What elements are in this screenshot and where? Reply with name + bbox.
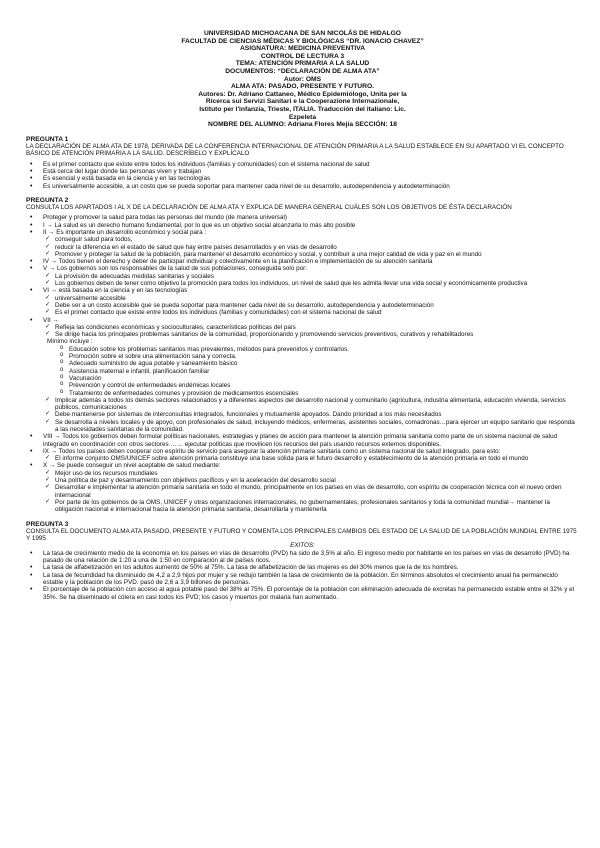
q2-bullet-list-vi [26,287,579,294]
q2-ii-checklist [43,236,579,258]
q3-subtitle: EXITOS: [290,542,315,550]
q1-bullet-list [26,161,579,190]
list-item: • Proteger y promover la salud para todas las personas del mundo (de manera universal) [26,214,579,221]
list-item-text: II → Es importante un desarrollo económico y social para : [43,228,207,236]
header-subject: ASIGNATURA: MEDICINA PREVENTIVA [239,45,366,53]
list-item: • Está cerca del lugar donde las personas viven y trabajan [26,168,579,175]
check-item: ✓ reducir la diferencia en el estado de salud que hay entre países desarrollados y en vías de desarrollo [43,244,579,251]
header-authors-3: Istituto per l'infanzia, Trieste, ITALIA. Traducción del italiano: Lic. [199,105,406,113]
list-item: • X → Se puede conseguir un nivel aceptable de salud mediante: [26,462,579,469]
q3-bullet-list [26,550,579,601]
q2-vii-minimum-label: Mínimo incluye : [47,338,93,346]
q3-prompt: CONSULTA EL DOCUMENTO ALMA ATA PASADO, PRESENTE Y FUTURO Y COMENTA LOS PRINCIPALES CAMBIOS DEL ESTADO DE LA SALUD DE LA POBLACIÓN MUNDIAL ENTRE 1975 Y 1995 [26,527,577,543]
q2-bullet-list [26,214,579,236]
q2-bullet-list-x [26,462,579,469]
q2-bullet-list-vii [26,317,579,324]
check-item: ✓ Los gobiernos deben de tener como objetivo la promoción para todos los individuos, un nivel de salud que les admita llevar una vida social y económicamente productiva [43,280,579,287]
list-item [26,229,579,236]
check-item: ✓ conseguir salud para todos, [43,236,579,243]
q2-vii-checklist [43,324,579,339]
list-item: • La tasa de alfabetización en los adultos aumentó de 50% al 75%. La tasa de alfabetización de las mujeres es del 30% menos que la de los hombres. [26,564,579,571]
document-header [26,30,579,129]
circle-item: o Tratamiento de enfermedades comunes y provision de medicamentos escenciales [60,390,579,397]
list-item: • IX → Todos los países deben cooperar con espíritu de servicio para asegurar la atención primaria sanitaria como un sistema nacional de salud integrado, para esto: [26,448,579,455]
list-item: • La tasa de crecimiento medio de la economía en los países en vías de desarrollo (PVD) ha sido de 3,5% al año. El ingreso medio por habitante en los países en vías de desarrollo (PVD) ha pasado de una relación de 1:20 a una de 1:50 en comparación al de países ricos. [26,550,579,565]
header-documents: DOCUMENTOS: “DECLARACIÓN DE ALMA ATA” [225,67,380,75]
check-item: ✓ Desarrollar e implementar la atención primaria sanitaria en todo el mundo, principalmente en los países en vías de desarrollo, con espíritu de cooperación técnica con el nuevo orden internacional [43,484,579,499]
q2-bullet-list-viii-ix [26,433,579,455]
list-item: • VI → está basada en la ciencia y en las tecnologías [26,287,579,294]
header-student: NOMBRE DEL ALUMNO: Adriana Flores Mejía SECCIÓN: 18 [208,121,397,129]
q2-vii-circle-list [60,346,579,397]
list-item: • I → La salud es un derecho humano fundamental, por lo que es un objetivo social alcanzarla lo más alto posible [26,222,579,229]
q1-title: PREGUNTA 1 [26,135,69,143]
check-item: ✓ Una política de paz y desarmamiento con objetivos pacíficos y en la aceleración del desarrollo social [43,477,579,484]
list-item: • V → Los gobiernos son los responsables de la salud de sus poblaciones, conseguida solo por: [26,265,579,272]
q2-x-checklist [43,470,579,514]
list-item: • La tasa de fecundidad ha disminuido de 4,2 a 2,9 hijos por mujer y se redujo también la tasa de crecimiento de la población. En términos absolutos el crecimiento anual ha permanecido estable y la población de los PVD. pasó de 2,6 a 3,9 billones de personas. [26,572,579,587]
q1-prompt: LA DECLARACIÓN DE ALMA ATA DE 1978, DERIVADA DE LA CONFERENCIA INTERNACIONAL DE ATENCIÓN PRIMARIA A LA SALUD ESTABLECE EN SU APARTADO VI EL CONCEPTO BÁSICO DE ATENCIÓN PRIMARIA A LA SALUD. DESCRÍBELO Y EXPLÍCALO [26,143,564,158]
list-item: • IV → Todos tienen el derecho y deber de participar individual y colectivamente en la planificación e implementación de su atención sanitaria [26,258,579,265]
list-item: • VII → [26,317,579,324]
header-university: UNIVERSIDAD MICHOACANA DE SAN NICOLÁS DE HIDALGO [203,30,402,37]
check-item: ✓ El informe conjunto OMS/UNICEF sobre atención primaria constituye una base sólida para el futuro desarrollo y establecimiento de la atención primaria en todo el mundo [43,455,579,462]
list-item: • El porcentaje de la población con acceso al agua potable pasó del 38% al 75%. El porcentaje de la población con eliminación adecuada de excretas ha permanecido estable entre el 32% y el 35%. Se ha diseminado el cólera en casi todos los PVD; los casos y muertos por malaria han aumentado. [26,586,579,601]
circle-item: o Asistencia maternal e infantil, planificación familiar [60,368,579,375]
circle-item: o Prevención y control de enfermedades endémicas locales [60,382,579,389]
q2-ix-checklist [43,455,579,462]
header-topic: TEMA: ATENCIÓN PRIMARIA A LA SALUD [235,60,370,68]
check-item: ✓ Debe ser a un costo accesible que se pueda soportar para mantener cada nivel de su desarrollo, autodependencia y autodeterminación [43,302,579,309]
document-page [26,30,579,601]
q2-vi-checklist [43,295,579,317]
list-item: • Es universalmente accesible, a un costo que se pueda soportar para mantener cada nivel de su desarrollo, autodependencia y autodeterminación [26,183,579,190]
check-item: ✓ Implicar además a todos los demás sectores relacionados y a diferentes aspectos del desarrollo nacional y comunitario (agricultura, industria alimentaria, educación vivienda, servicios públicos, comunicaciones [43,397,579,412]
check-item: ✓ Por parte de los gobiernos de la OMS, UNICEF y otras organizaciones internacionales, no gubernamentales, profesionales sanitarios y toda la comunidad mundial→ mantener la obligación nacional e internacional hacia la atención primaria sanitaria, desarrollarla y mantenerla [43,499,579,514]
q2-v-checklist [43,273,579,288]
check-item: ✓ Refleja las condiciones económicas y socioculturales, características políticas del país [43,324,579,331]
header-authors-1: Autores: Dr. Adriano Cattaneo, Médico Epidemiólogo, Unita per la [198,90,407,98]
list-item: • Es esencial y está basada en la ciencia y en las tecnologías [26,175,579,182]
circle-item: o Vacunación [60,375,579,382]
header-faculty: FACULTAD DE CIENCIAS MÉDICAS Y BIOLÓGICAS “DR. IGNACIO CHAVEZ” [181,37,424,45]
header-authors-4: Ezpeleta [288,113,317,121]
header-author: Autor: OMS [283,75,322,83]
q3-title: PREGUNTA 3 [26,520,69,528]
circle-item: o Educación sobre los problemas sanitarios mas prevalentes, métodos para prevenirlos y controlarlos. [60,346,579,353]
check-item: ✓ La provisión de adecuadas medidas sanitarias y sociales [43,273,579,280]
q2-vii-more-checklist [43,397,579,433]
header-control: CONTROL DE LECTURA 3 [260,52,345,60]
check-item: ✓ Se dirige hacia los principales problemas sanitarios de la comunidad, proporcionando y promoviendo servicios preventivos, curativos y rehabilitadores [43,331,579,338]
list-item: • Es el primer contacto que existe entre todos los individuos (familias y comunidades) con el sistema nacional de salud [26,161,579,168]
circle-item: o Promoción sobre el sobre una alimentación sana y correcta. [60,353,579,360]
check-item: ✓ Promover y proteger la salud de la población, para mantener el desarrollo económico y social, y contribuir a una mejor calidad de vida y paz en el mundo [43,251,579,258]
check-item: ✓ universalmente accesible [43,295,579,302]
check-item: ✓ Mejor uso de los recursos mundiales [43,470,579,477]
header-authors-2: Ricerca sui Servizi Sanitari e la Cooperazione Internazionale, [205,98,400,106]
q2-bullet-list-iv-v [26,258,579,273]
q2-prompt: CONSULTA LOS APARTADOS I AL X DE LA DECLARACIÓN DE ALMA ATA Y EXPLICA DE MANERA GENERAL CUÁLES SON LOS OBJETIVOS DE ÉSTA DECLARACIÓN [26,204,512,212]
check-item: ✓ Se desarrolla a niveles locales y de apoyo, con profesionales de salud, incluyendo médicos, enfermeras, asistentes sociales, comadronas…para ejercer un equipo sanitario que responda a las necesidades sanitarias de la comunidad. [43,419,579,434]
header-article: ALMA ATA: PASADO, PRESENTE Y FUTURO. [230,83,375,91]
circle-item: o Adecuado suministro de agua potable y saneamiento básico [60,360,579,367]
check-item: ✓ Es el primer contacto que existe entre todos los individuos (familias y comunidades) con el sistema nacional de salud [43,309,579,316]
q2-title: PREGUNTA 2 [26,196,69,204]
list-item: • VIII → Todos los gobiernos deben formular políticas nacionales, estrategias y planes de acción para mantener la atención primaria sanitaria como parte de un sistema nacional de salud integrado en coordinación con otros sectores …… ejecutar políticas que movilicen los recursos del país usando recursos externos disponibles. [26,433,579,448]
check-item: ✓ Debe mantenerse por sistemas de interconsultas integrados, funcionales y mutuamente apoyados. Dando prioridad a los más necesitados [43,411,579,418]
